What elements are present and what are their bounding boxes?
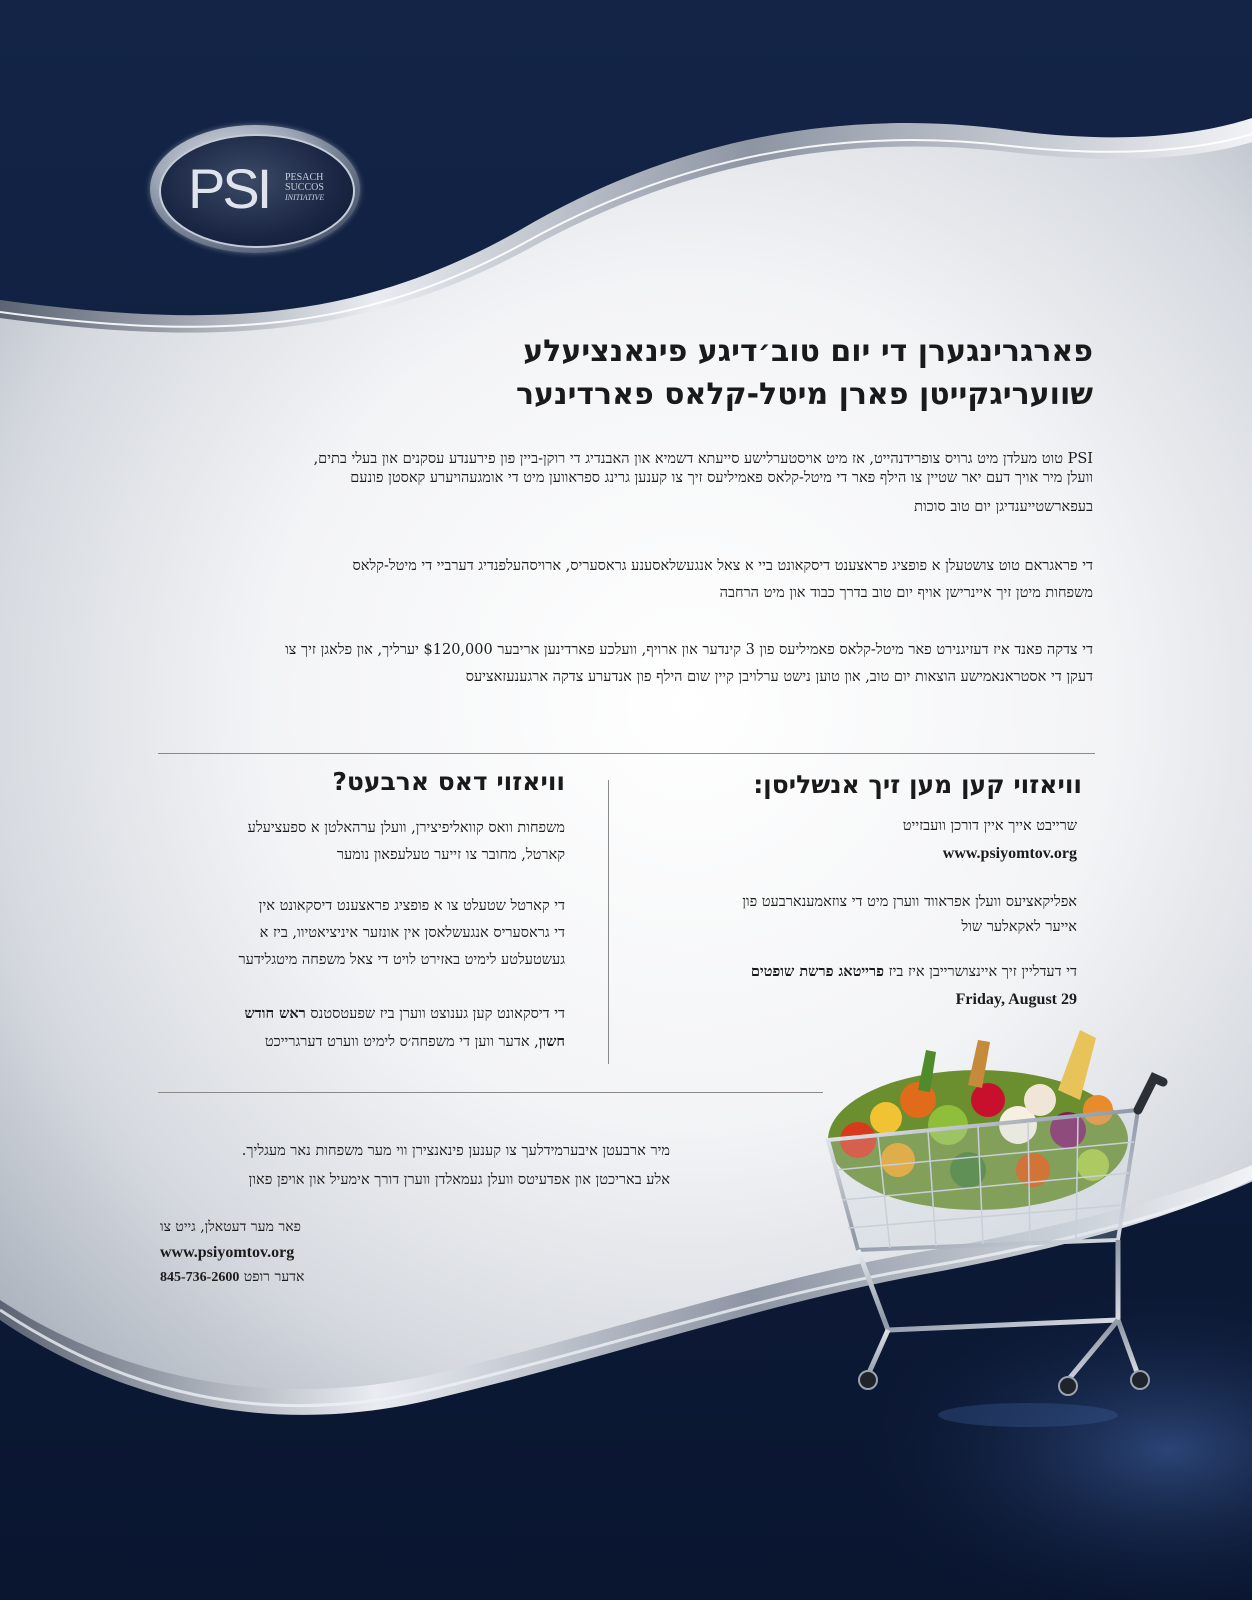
footer-line: מיר ארבעטן איבערמידלעך צו קענען פינאנצירן ווי מער משפחות נאר מעגליך. bbox=[241, 1143, 670, 1159]
how-to-apply-heading: וויאזוי קען מען זיך אנשליסן: bbox=[753, 770, 1082, 799]
logo-mark: PSI bbox=[188, 157, 270, 220]
deadline-parsha: פרייטאג פרשת שופטים bbox=[750, 963, 884, 980]
phone-label: אדער רופט bbox=[243, 1269, 305, 1285]
apply-text: אפליקאציעס וועלן אפראווד ווערן מיט די צוזאמענארבעט פון bbox=[742, 894, 1077, 910]
shopping-cart-image bbox=[818, 1030, 1178, 1430]
works-text: די גראסעריס אנגעשלאסן אין אונזער איניציאטיוו, ביז א bbox=[259, 925, 565, 941]
intro-line: בעפארשטייענדיגן יום טוב סוכות bbox=[914, 499, 1093, 515]
works-text: משפחות וואס קוואליפיצירן, וועלן ערהאלטן א ספעציעלע bbox=[247, 820, 565, 836]
apply-text: אייער לאקאלער שול bbox=[961, 919, 1077, 935]
apply-step-1 bbox=[680, 813, 1077, 867]
works-line bbox=[160, 1028, 565, 1056]
divider bbox=[158, 753, 1095, 754]
works-line bbox=[160, 1000, 565, 1028]
title-line: פארגרינגערן די יום טוב׳דיגע פינאנציעלע bbox=[523, 334, 1093, 369]
intro-line: משפחות מיטן זיך איינרישן אויף יום טוב בדרך כבוד און מיט הרחבה bbox=[719, 585, 1093, 601]
contact-block bbox=[160, 1215, 460, 1290]
intro-line: PSI טוט מעלדן מיט גרויס צופרידנהייט, אז מיט אויסטערלישע סייעתא דשמיא און האבנדיג די רוקן-ביין פון פירענדע עסקנים און בעלי בתים, bbox=[313, 451, 1093, 467]
apply-text: שרייבט אייך איין דורכן וועבזייט bbox=[902, 818, 1077, 834]
works-text: געשטעלטע לימיט באזירט לויט די צאל משפחה מיטגלידער bbox=[238, 952, 565, 968]
intro-paragraph-1 bbox=[160, 450, 1093, 521]
works-point-2 bbox=[160, 893, 565, 974]
page-title bbox=[160, 330, 1093, 416]
works-text: די דיסקאונט קען גענוצט ווערן ביז שפעטסטנס bbox=[310, 1006, 565, 1022]
column-divider bbox=[608, 780, 609, 1064]
works-point-3 bbox=[160, 1000, 565, 1056]
deadline-line bbox=[670, 958, 1077, 986]
logo-tagline-line: PESACH bbox=[285, 172, 324, 183]
intro-line: די פראגראם טוט צושטעלן א פופציג פראצענט דיסקאונט ביי א צאל אנגעשלאסענע גראסעריס, ארויסהעלפנדיג דערביי די מיטל-קלאס bbox=[352, 558, 1093, 574]
logo-tagline-line: SUCCOS bbox=[285, 182, 324, 193]
works-text: די קארטל שטעלט צו א פופציג פראצענט דיסקאונט אין bbox=[258, 898, 565, 914]
works-text: קארטל, מחובר צו זייער טעלעפאון נומער bbox=[336, 847, 565, 863]
contact-website-link[interactable]: www.psiyomtov.org bbox=[160, 1244, 295, 1261]
title-line: שוועריגקייטן פארן מיטל-קלאס פארדינער bbox=[515, 377, 1093, 412]
footer-note bbox=[150, 1137, 670, 1195]
intro-paragraph-2 bbox=[160, 553, 1093, 607]
apply-step-2 bbox=[680, 890, 1077, 940]
contact-text: פאר מער דעטאלן, גייט צו bbox=[160, 1219, 301, 1235]
apply-deadline bbox=[670, 958, 1077, 1013]
intro-line: די צדקה פאנד איז דעזיגנירט פאר מיטל-קלאס פאמיליעס פון 3 קינדער און ארויף, וועלכע פארדינען אריבער $120,000 יערליך, און פלאגן זיך צו bbox=[285, 642, 1093, 658]
logo-tagline-line: INITIATIVE bbox=[285, 193, 325, 202]
contact-phone-line bbox=[160, 1265, 460, 1290]
website-link[interactable]: www.psiyomtov.org bbox=[942, 845, 1077, 862]
works-point-1 bbox=[160, 815, 565, 869]
logo-tagline bbox=[285, 173, 355, 203]
footer-line: אלע באריכטן און אפדעיטס וועלן געמאלדן ווערן דורך אימעיל און אויפן פאון bbox=[248, 1172, 670, 1188]
divider bbox=[158, 1092, 823, 1093]
intro-paragraph-3 bbox=[160, 637, 1093, 691]
phone-number[interactable]: 845-736-2600 bbox=[160, 1270, 240, 1285]
intro-line: וועלן מיר אויך דעם יאר שטיין צו הילף פאר די מיטל-קלאס פאמיליעס זיך צו קענען גרינג ספראווען מיט די אומגעהויערע קאסטן פונעם bbox=[350, 470, 1093, 486]
works-bold: חשון bbox=[538, 1033, 565, 1050]
how-it-works-heading: וויאזוי דאס ארבעט? bbox=[332, 767, 565, 796]
works-bold: ראש חודש bbox=[244, 1005, 306, 1022]
intro-line: דעקן די אסטראנאמישע הוצאות יום טוב, און טוען נישט ערלויבן קיין שום הילף פון אנדערע צדקה ארגענעזאציעס bbox=[465, 669, 1093, 685]
deadline-text: די דעדליין זיך איינצושרייבן איז ביז bbox=[888, 964, 1077, 980]
deadline-date: Friday, August 29 bbox=[955, 991, 1077, 1008]
works-text: , אדער ווען די משפחה׳ס לימיט ווערט דערגרייכט bbox=[264, 1034, 539, 1050]
psi-logo bbox=[150, 125, 365, 255]
